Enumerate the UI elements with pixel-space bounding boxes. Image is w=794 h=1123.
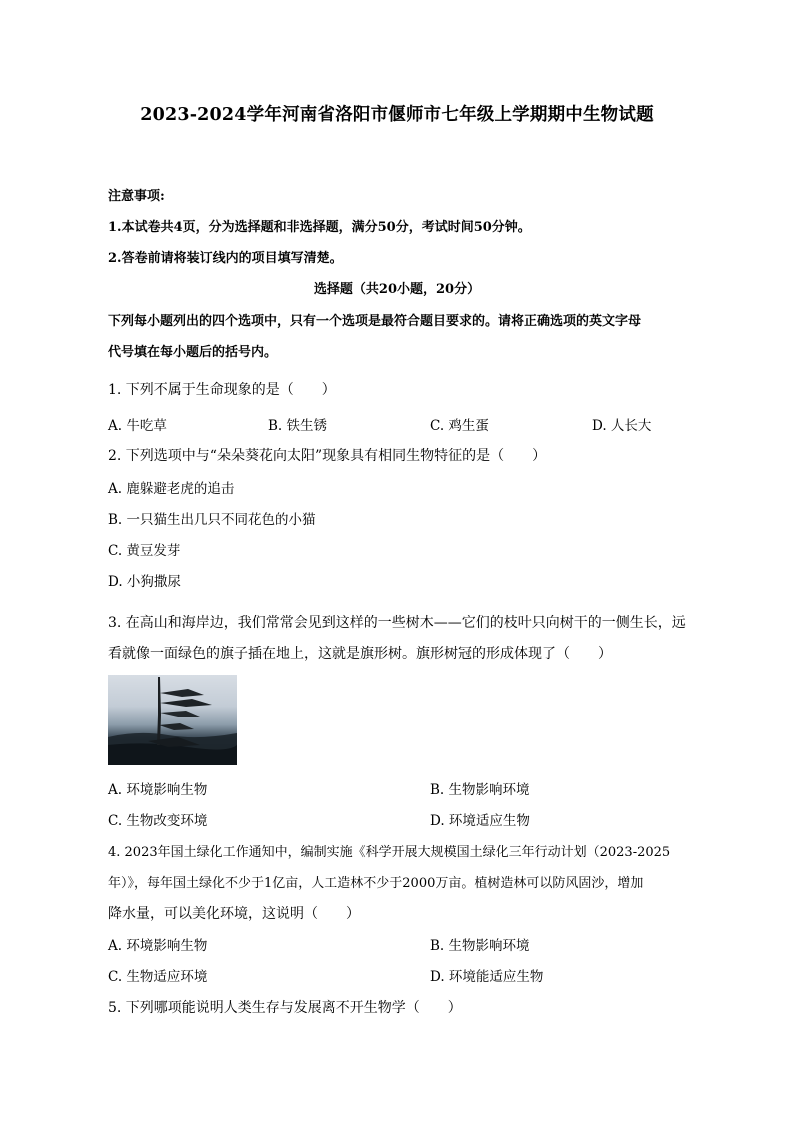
flag-tree-illustration: [108, 675, 237, 765]
option-c: C. 鸡生蛋: [430, 418, 489, 434]
option-b: B. 生物影响环境: [430, 782, 530, 798]
question-stem: 4. 2023年国土绿化工作通知中，编制实施《科学开展大规模国土绿化三年行动计划（2023-2025: [108, 845, 671, 860]
option-d: D. 人长大: [592, 418, 652, 434]
option-d: D. 环境能适应生物: [430, 969, 544, 985]
option-b: B. 铁生锈: [268, 418, 328, 434]
question-stem: 降水量，可以美化环境，这说明（ ）: [108, 906, 360, 922]
option-b: B. 一只猫生出几只不同花色的小猫: [108, 512, 316, 528]
question-stem: 3. 在高山和海岸边，我们常常会见到这样的一些树木——它们的枝叶只向树干的一侧生长，远: [108, 615, 686, 631]
section-instruction: 代号填在每小题后的括号内。: [108, 345, 278, 360]
notes-heading: 注意事项:: [108, 189, 165, 204]
option-c: C. 黄豆发芽: [108, 543, 181, 559]
option-c: C. 生物改变环境: [108, 813, 208, 829]
option-a: A. 牛吃草: [108, 418, 167, 434]
option-d: D. 环境适应生物: [430, 813, 530, 829]
option-c: C. 生物适应环境: [108, 969, 208, 985]
question-stem: 5. 下列哪项能说明人类生存与发展离不开生物学（ ）: [108, 1000, 462, 1016]
question-stem: 年）》，每年国土绿化不少于1亿亩，人工造林不少于2000万亩。植树造林可以防风固沙，增加: [108, 876, 644, 891]
question-stem: 看就像一面绿色的旗子插在地上，这就是旗形树。旗形树冠的形成体现了（ ）: [108, 646, 612, 662]
option-b: B. 生物影响环境: [430, 938, 530, 954]
option-a: A. 环境影响生物: [108, 938, 208, 954]
section-instruction: 下列每小题列出的四个选项中，只有一个选项是最符合题目要求的。请将正确选项的英文字母: [108, 314, 642, 329]
question-stem: 2. 下列选项中与“朵朵葵花向太阳”现象具有相同生物特征的是（ ）: [108, 448, 547, 464]
option-a: A. 鹿躲避老虎的追击: [108, 481, 235, 497]
option-d: D. 小狗撒尿: [108, 574, 181, 590]
flag-tree-photo: [108, 675, 237, 765]
page-title: 2023-2024学年河南省洛阳市偃师市七年级上学期期中生物试题: [140, 105, 654, 125]
section-heading: 选择题（共20小题，20分）: [313, 282, 481, 297]
option-a: A. 环境影响生物: [108, 782, 208, 798]
note-item: 1.本试卷共4页，分为选择题和非选择题，满分50分，考试时间50分钟。: [108, 220, 531, 235]
note-item: 2.答卷前请将装订线内的项目填写清楚。: [108, 251, 343, 266]
question-stem: 1. 下列不属于生命现象的是（ ）: [108, 382, 336, 398]
